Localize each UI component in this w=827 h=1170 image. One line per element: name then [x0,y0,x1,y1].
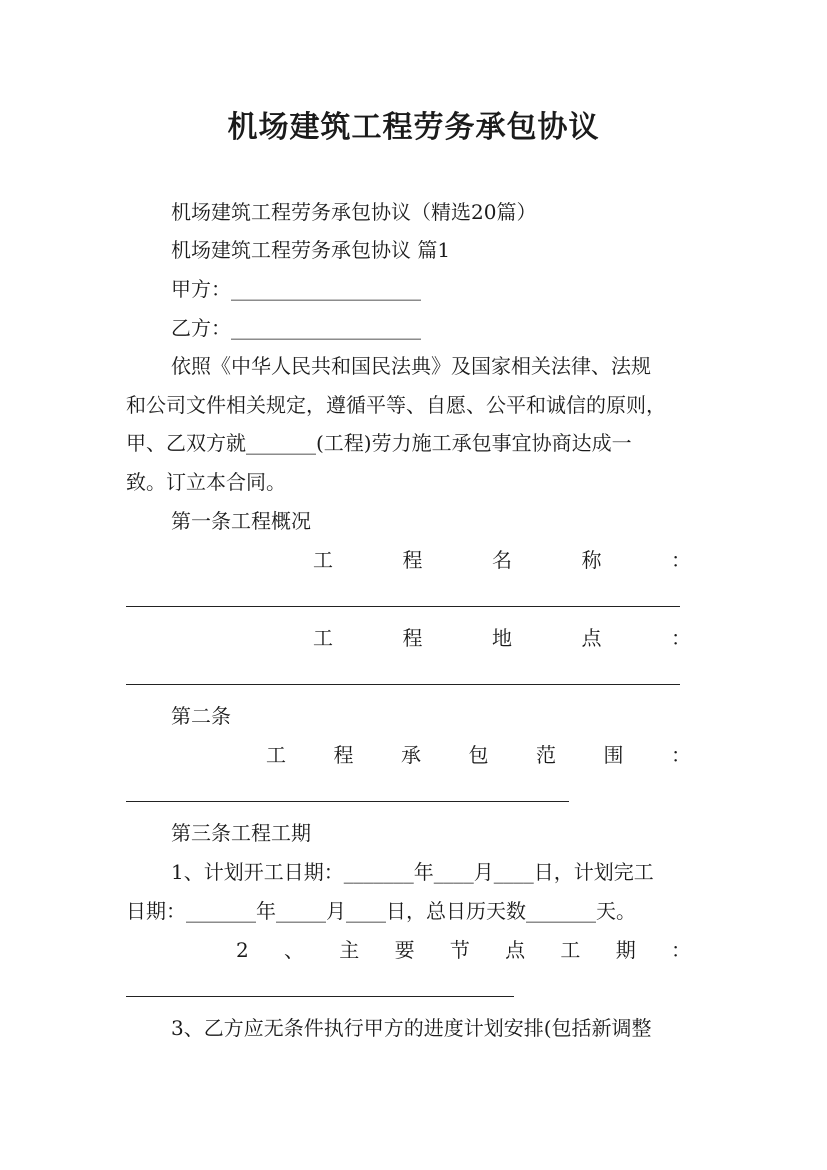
project-location-blank [126,684,680,685]
label-char: 名 [492,548,512,572]
article-2-heading: 第二条 [171,704,231,728]
chapter-heading: 机场建筑工程劳务承包协议 篇1 [171,238,451,262]
label-char: 期 [615,938,636,962]
label-char: ： [671,743,691,767]
label-char: ： [670,938,691,962]
label-char: 2 [236,938,249,962]
label-char: 、 [284,938,305,962]
article-3-heading: 第三条工程工期 [171,821,311,845]
schedule-line-1: 1、计划开工日期：_______年____月____日，计划完工 [171,860,654,884]
key-milestones-label [236,936,691,964]
document-title: 机场建筑工程劳务承包协议 [227,110,600,145]
label-char: 称 [581,548,602,572]
project-name-blank [126,606,680,607]
key-milestones-blank [126,996,514,997]
project-name-label [313,546,691,574]
label-char: 要 [394,938,415,962]
label-char: ： [671,548,691,572]
item-3-line: 3、乙方应无条件执行甲方的进度计划安排(包括新调整 [171,1016,652,1040]
schedule-line-2: 日期：_______年_____月____日，总日历天数_______天。 [126,899,636,923]
party-a-line: 甲方：___________________ [171,277,421,301]
label-char: 工 [560,938,581,962]
intro-paragraph-line-3: 甲、乙双方就_______(工程)劳力施工承包事宜协商达成一 [126,431,632,455]
label-char: 工 [266,743,286,767]
intro-paragraph-line-2: 和公司文件相关规定，遵循平等、自愿、公平和诚信的原则， [126,393,666,417]
project-scope-blank [126,801,569,802]
project-location-label [313,624,691,652]
intro-paragraph-line-1: 依照《中华人民共和国民法典》及国家相关法律、法规 [171,354,651,378]
label-char: 工 [313,626,333,650]
label-char: 程 [333,743,354,767]
label-char: 主 [339,938,360,962]
label-char: 地 [492,626,512,650]
subtitle-line: 机场建筑工程劳务承包协议（精选20篇） [171,200,537,224]
label-char: 节 [449,938,470,962]
party-b-line: 乙方：___________________ [171,316,421,340]
label-char: 工 [313,548,333,572]
label-char: ： [671,626,691,650]
label-char: 程 [402,626,423,650]
label-char: 范 [536,743,556,767]
label-char: 点 [581,626,602,650]
project-scope-label [266,741,691,769]
label-char: 包 [468,743,489,767]
label-char: 承 [401,743,421,767]
label-char: 围 [603,743,624,767]
intro-paragraph-line-4: 致。订立本合同。 [126,470,286,494]
article-1-heading: 第一条工程概况 [171,509,311,533]
label-char: 点 [505,938,526,962]
label-char: 程 [402,548,423,572]
